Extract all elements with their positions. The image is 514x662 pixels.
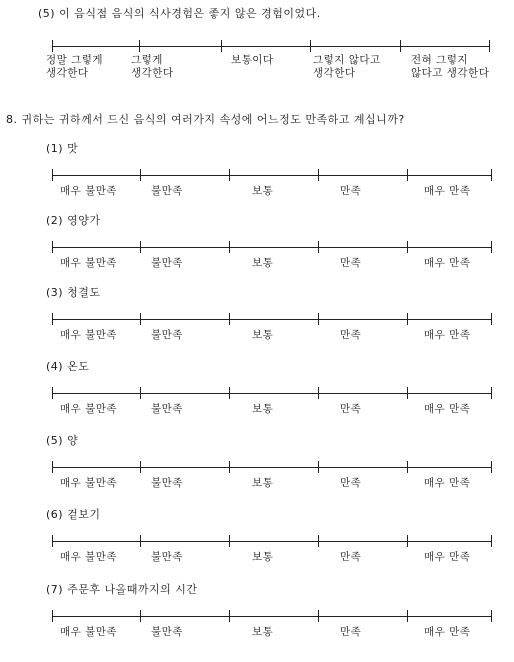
scale-tick bbox=[491, 313, 492, 325]
scale-tick bbox=[318, 241, 319, 253]
item-5-title: (5) 양 bbox=[46, 434, 79, 447]
q5-option-strongly-agree[interactable]: 정말 그렇게 생각한다 bbox=[46, 54, 104, 79]
scale-tick bbox=[221, 40, 222, 52]
item-5-option-very-dissatisfied[interactable]: 매우 불만족 bbox=[60, 477, 118, 489]
scale-tick bbox=[318, 387, 319, 399]
scale-tick bbox=[52, 610, 53, 622]
item-1-title: (1) 맛 bbox=[46, 142, 79, 155]
q5-option-strongly-disagree[interactable]: 전혀 그렇지 않다고 생각한다 bbox=[411, 54, 490, 79]
scale-tick bbox=[318, 169, 319, 181]
scale-tick bbox=[229, 461, 230, 473]
item-2-title: (2) 영양가 bbox=[46, 214, 101, 227]
scale-tick bbox=[318, 610, 319, 622]
item-2-option-very-dissatisfied[interactable]: 매우 불만족 bbox=[60, 257, 118, 269]
scale-line bbox=[52, 46, 489, 47]
scale-tick bbox=[318, 461, 319, 473]
scale-line bbox=[52, 319, 491, 320]
item-7-option-very-dissatisfied[interactable]: 매우 불만족 bbox=[60, 626, 118, 638]
scale-tick bbox=[318, 535, 319, 547]
item-5-option-neutral[interactable]: 보통 bbox=[252, 477, 274, 489]
item-7-option-satisfied[interactable]: 만족 bbox=[340, 626, 362, 638]
item-2-option-dissatisfied[interactable]: 불만족 bbox=[151, 257, 183, 269]
scale-tick bbox=[139, 40, 140, 52]
scale-tick bbox=[229, 313, 230, 325]
item-4-option-satisfied[interactable]: 만족 bbox=[340, 403, 362, 415]
item-4-title: (4) 온도 bbox=[46, 360, 90, 373]
scale-tick bbox=[140, 387, 141, 399]
scale-tick bbox=[229, 535, 230, 547]
item-6-option-very-satisfied[interactable]: 매우 만족 bbox=[424, 551, 471, 563]
scale-tick bbox=[52, 387, 53, 399]
item-3-option-very-dissatisfied[interactable]: 매우 불만족 bbox=[60, 329, 118, 341]
item-3-option-dissatisfied[interactable]: 불만족 bbox=[151, 329, 183, 341]
question-8-title: 8. 귀하는 귀하께서 드신 음식의 여러가지 속성에 어느정도 만족하고 계십니까? bbox=[6, 113, 405, 126]
item-2-option-neutral[interactable]: 보통 bbox=[252, 257, 274, 269]
scale-tick bbox=[52, 40, 53, 52]
item-6-option-neutral[interactable]: 보통 bbox=[252, 551, 274, 563]
q5-option-agree[interactable]: 그렇게 생각한다 bbox=[131, 54, 174, 79]
question-5-title: (5) 이 음식점 음식의 식사경험은 좋지 않은 경험이었다. bbox=[38, 7, 321, 20]
item-7-scale bbox=[52, 610, 491, 624]
scale-tick bbox=[52, 461, 53, 473]
scale-tick bbox=[407, 610, 408, 622]
scale-tick bbox=[310, 40, 311, 52]
item-1-option-dissatisfied[interactable]: 불만족 bbox=[151, 185, 183, 197]
scale-line bbox=[52, 393, 491, 394]
item-2-option-very-satisfied[interactable]: 매우 만족 bbox=[424, 257, 471, 269]
scale-line bbox=[52, 541, 491, 542]
scale-line bbox=[52, 467, 491, 468]
scale-line bbox=[52, 616, 491, 617]
item-5-option-satisfied[interactable]: 만족 bbox=[340, 477, 362, 489]
item-3-scale bbox=[52, 313, 491, 327]
item-6-title: (6) 겉보기 bbox=[46, 508, 101, 521]
scale-tick bbox=[400, 40, 401, 52]
scale-tick bbox=[407, 461, 408, 473]
item-6-option-very-dissatisfied[interactable]: 매우 불만족 bbox=[60, 551, 118, 563]
q5-option-disagree[interactable]: 그렇지 않다고 생각한다 bbox=[313, 54, 381, 79]
item-7-option-dissatisfied[interactable]: 불만족 bbox=[151, 626, 183, 638]
question-5-scale bbox=[52, 40, 489, 54]
scale-tick bbox=[140, 535, 141, 547]
item-6-scale bbox=[52, 535, 491, 549]
item-3-title: (3) 청결도 bbox=[46, 286, 101, 299]
scale-tick bbox=[491, 241, 492, 253]
item-4-option-very-satisfied[interactable]: 매우 만족 bbox=[424, 403, 471, 415]
scale-tick bbox=[140, 461, 141, 473]
item-5-scale bbox=[52, 461, 491, 475]
item-4-scale bbox=[52, 387, 491, 401]
scale-tick bbox=[407, 535, 408, 547]
item-6-option-satisfied[interactable]: 만족 bbox=[340, 551, 362, 563]
item-2-option-satisfied[interactable]: 만족 bbox=[340, 257, 362, 269]
item-1-option-very-dissatisfied[interactable]: 매우 불만족 bbox=[60, 185, 118, 197]
scale-tick bbox=[407, 241, 408, 253]
scale-tick bbox=[52, 535, 53, 547]
scale-tick bbox=[229, 387, 230, 399]
item-7-title: (7) 주문후 나올때까지의 시간 bbox=[46, 583, 198, 596]
scale-line bbox=[52, 247, 491, 248]
scale-tick bbox=[140, 610, 141, 622]
item-1-option-very-satisfied[interactable]: 매우 만족 bbox=[424, 185, 471, 197]
item-4-option-neutral[interactable]: 보통 bbox=[252, 403, 274, 415]
scale-tick bbox=[229, 169, 230, 181]
q5-option-neutral[interactable]: 보통이다 bbox=[231, 54, 274, 66]
scale-tick bbox=[140, 169, 141, 181]
scale-tick bbox=[140, 313, 141, 325]
scale-tick bbox=[52, 169, 53, 181]
scale-tick bbox=[229, 241, 230, 253]
item-7-option-neutral[interactable]: 보통 bbox=[252, 626, 274, 638]
item-5-option-dissatisfied[interactable]: 불만족 bbox=[151, 477, 183, 489]
item-3-option-very-satisfied[interactable]: 매우 만족 bbox=[424, 329, 471, 341]
item-3-option-neutral[interactable]: 보통 bbox=[252, 329, 274, 341]
item-6-option-dissatisfied[interactable]: 불만족 bbox=[151, 551, 183, 563]
item-1-option-neutral[interactable]: 보통 bbox=[252, 185, 274, 197]
scale-line bbox=[52, 175, 491, 176]
item-1-scale bbox=[52, 169, 491, 183]
scale-tick bbox=[491, 535, 492, 547]
item-4-option-very-dissatisfied[interactable]: 매우 불만족 bbox=[60, 403, 118, 415]
item-2-scale bbox=[52, 241, 491, 255]
scale-tick bbox=[491, 387, 492, 399]
item-7-option-very-satisfied[interactable]: 매우 만족 bbox=[424, 626, 471, 638]
scale-tick bbox=[229, 610, 230, 622]
scale-tick bbox=[407, 169, 408, 181]
item-3-option-satisfied[interactable]: 만족 bbox=[340, 329, 362, 341]
item-4-option-dissatisfied[interactable]: 불만족 bbox=[151, 403, 183, 415]
scale-tick bbox=[140, 241, 141, 253]
scale-tick bbox=[491, 169, 492, 181]
item-1-option-satisfied[interactable]: 만족 bbox=[340, 185, 362, 197]
scale-tick bbox=[489, 40, 490, 52]
scale-tick bbox=[52, 313, 53, 325]
scale-tick bbox=[491, 610, 492, 622]
scale-tick bbox=[407, 313, 408, 325]
scale-tick bbox=[318, 313, 319, 325]
scale-tick bbox=[407, 387, 408, 399]
item-5-option-very-satisfied[interactable]: 매우 만족 bbox=[424, 477, 471, 489]
scale-tick bbox=[52, 241, 53, 253]
scale-tick bbox=[491, 461, 492, 473]
